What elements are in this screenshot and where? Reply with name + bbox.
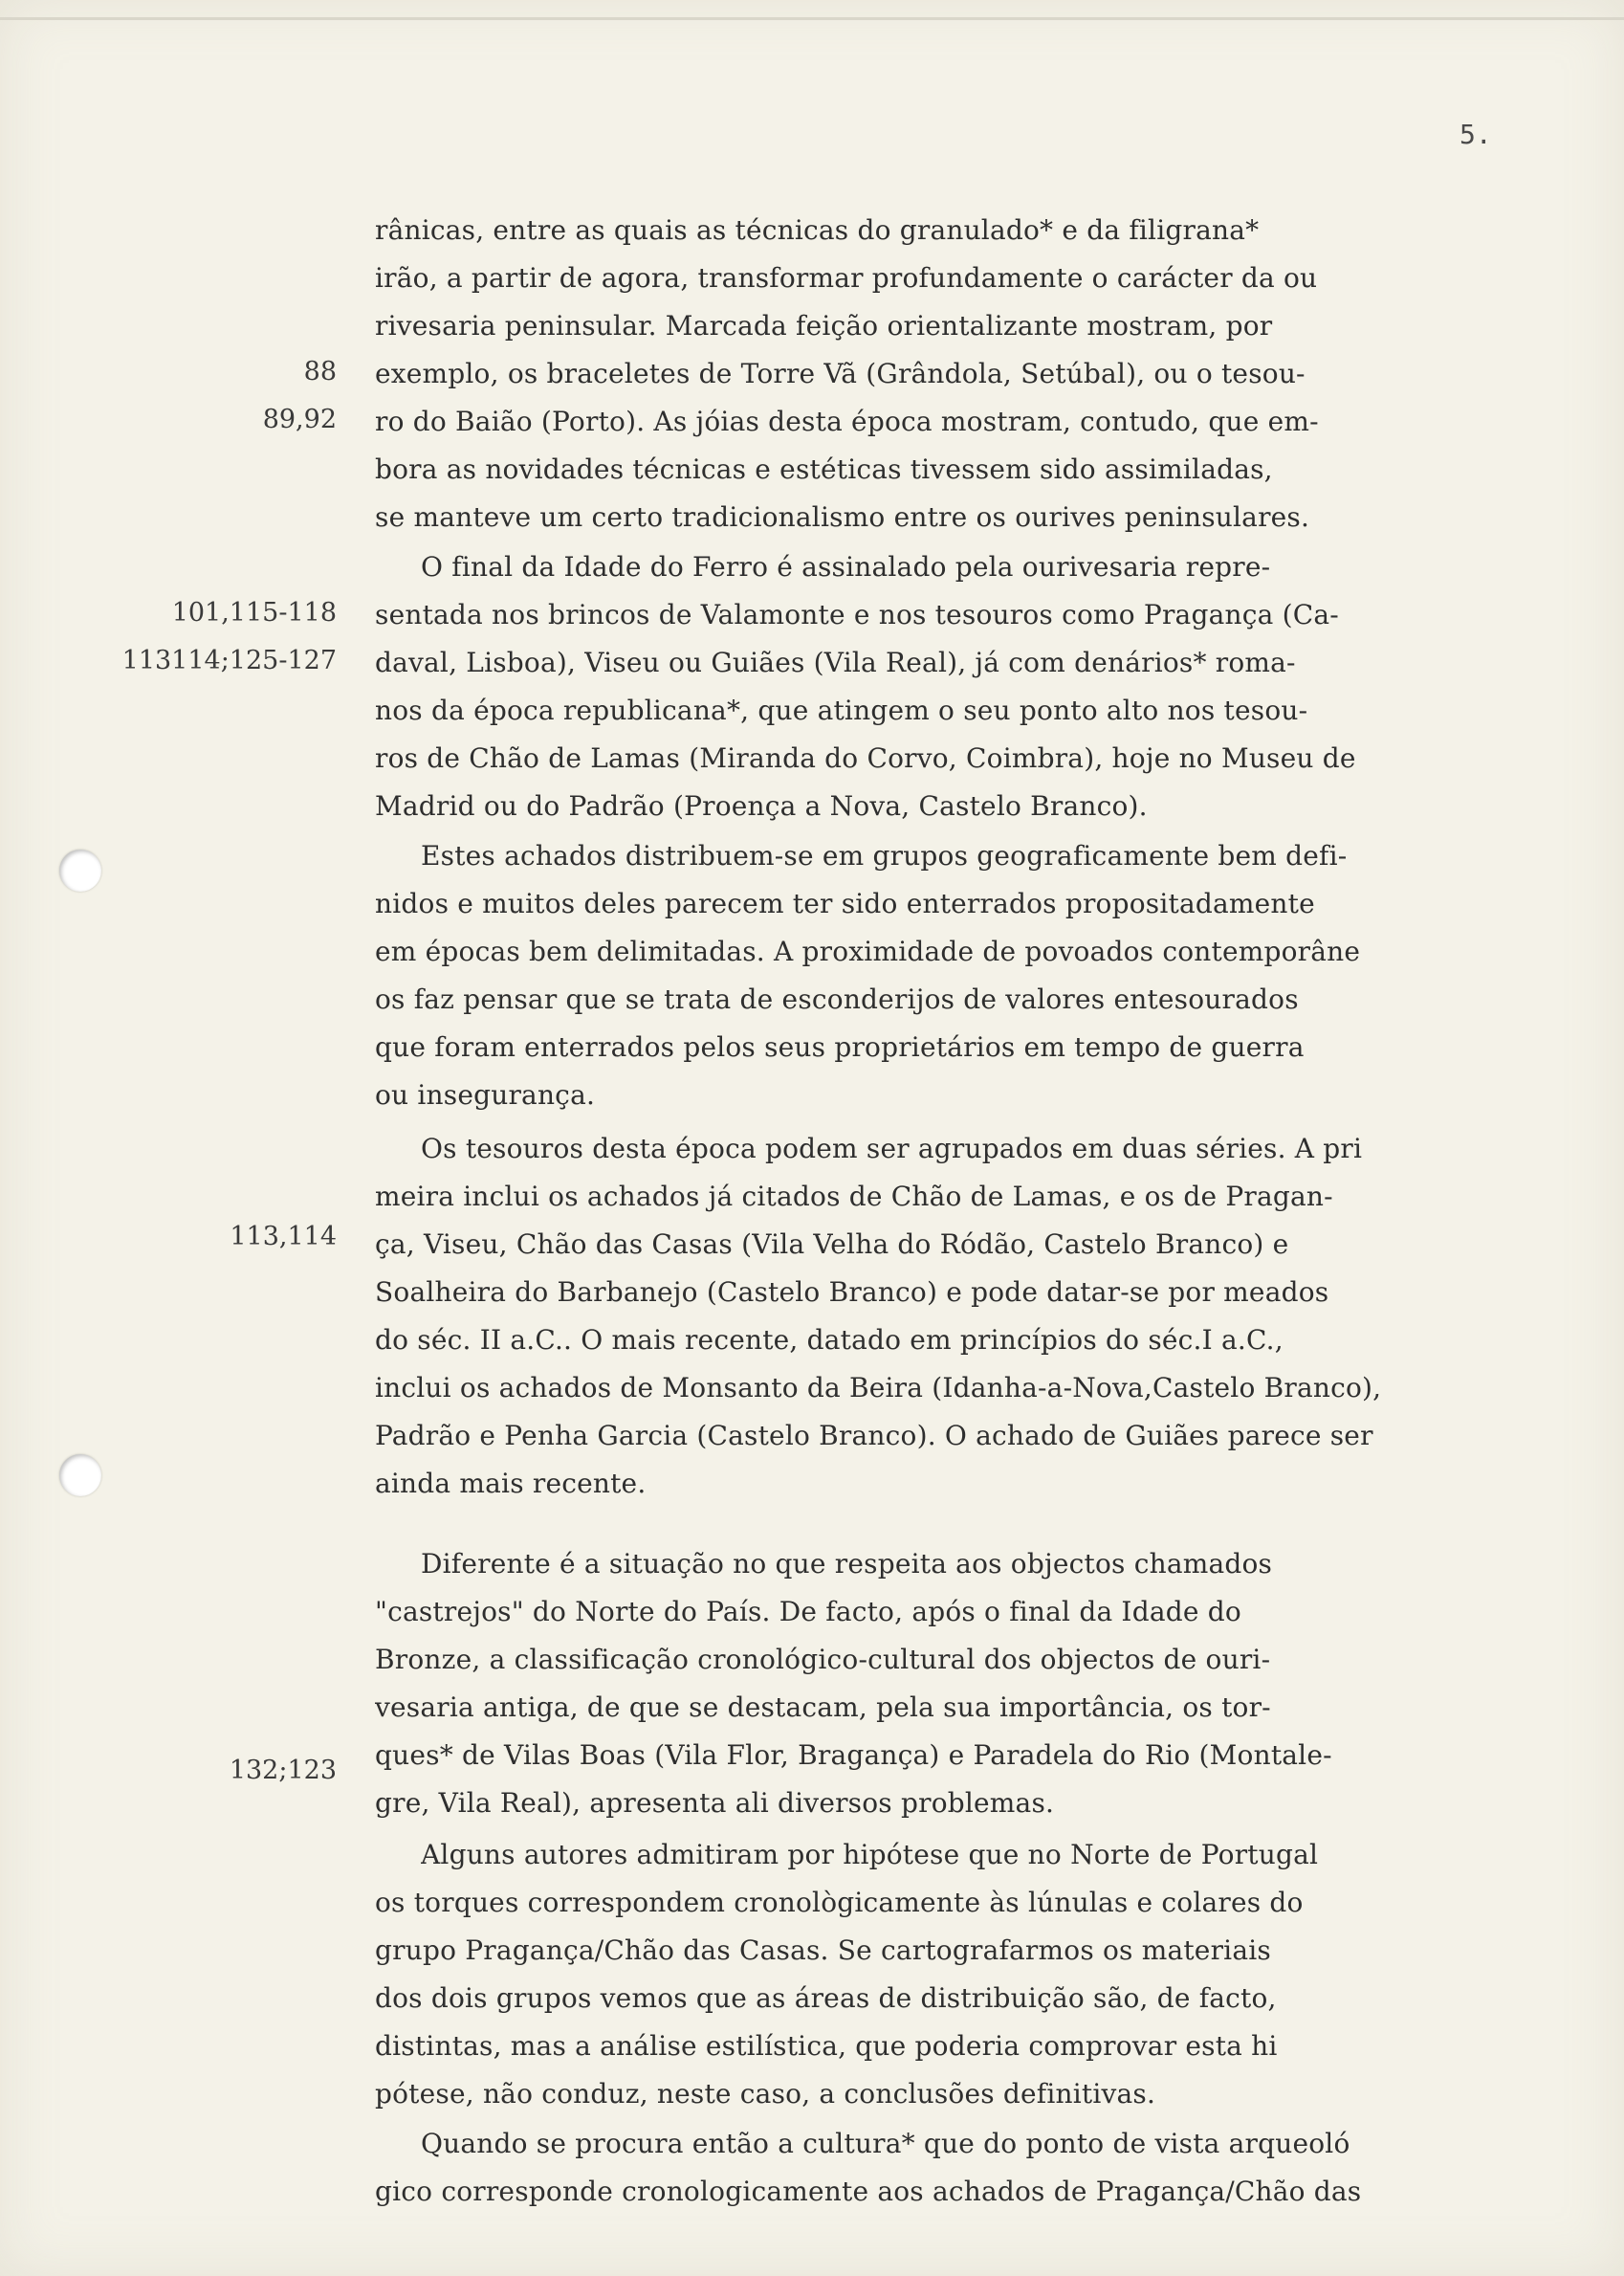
margin-reference: 113114;125-127 bbox=[121, 646, 337, 675]
text-line: grupo Pragança/Chão das Casas. Se cartografarmos os materiais bbox=[375, 1934, 1271, 1966]
text-line: ques* de Vilas Boas (Vila Flor, Bragança) e Paradela do Rio (Montale- bbox=[375, 1739, 1332, 1771]
text-line: ou insegurança. bbox=[375, 1079, 596, 1111]
margin-reference: 113,114 bbox=[230, 1222, 337, 1251]
text-line: exemplo, os braceletes de Torre Vã (Grândola, Setúbal), ou o tesou- bbox=[375, 358, 1306, 389]
text-line: rivesaria peninsular. Marcada feição orientalizante mostram, por bbox=[375, 310, 1273, 342]
text-line: os faz pensar que se trata de esconderijos de valores entesourados bbox=[375, 983, 1299, 1015]
text-line: dos dois grupos vemos que as áreas de distribuição são, de facto, bbox=[375, 1982, 1277, 2014]
margin-reference: 101,115-118 bbox=[171, 598, 337, 628]
text-line: do séc. II a.C.. O mais recente, datado em princípios do séc.I a.C., bbox=[375, 1324, 1284, 1356]
text-line: ros de Chão de Lamas (Miranda do Corvo, Coimbra), hoje no Museu de bbox=[375, 742, 1356, 774]
text-line: Diferente é a situação no que respeita aos objectos chamados bbox=[421, 1548, 1273, 1580]
text-line: que foram enterrados pelos seus proprietários em tempo de guerra bbox=[375, 1031, 1305, 1063]
text-line: daval, Lisboa), Viseu ou Guiães (Vila Real), já com denários* roma- bbox=[375, 647, 1296, 678]
text-line: O final da Idade do Ferro é assinalado pela ourivesaria repre- bbox=[421, 551, 1271, 583]
text-line: Os tesouros desta época podem ser agrupados em duas séries. A pri bbox=[421, 1133, 1363, 1164]
text-line: se manteve um certo tradicionalismo entre os ourives peninsulares. bbox=[375, 501, 1310, 533]
text-line: Quando se procura então a cultura* que do ponto de vista arqueoló bbox=[421, 2128, 1350, 2159]
text-line: Bronze, a classificação cronológico-cultural dos objectos de ouri- bbox=[375, 1644, 1271, 1675]
text-line: nos da época republicana*, que atingem o seu ponto alto nos tesou- bbox=[375, 695, 1308, 726]
text-line: sentada nos brincos de Valamonte e nos tesouros como Pragança (Ca- bbox=[375, 599, 1339, 630]
text-line: Padrão e Penha Garcia (Castelo Branco). O achado de Guiães parece ser bbox=[375, 1420, 1373, 1451]
text-line: meira inclui os achados já citados de Chão de Lamas, e os de Pragan- bbox=[375, 1181, 1333, 1212]
punch-hole-bottom bbox=[59, 1454, 101, 1496]
text-line: irão, a partir de agora, transformar profundamente o carácter da ou bbox=[375, 262, 1318, 294]
text-line: em épocas bem delimitadas. A proximidade de povoados contemporâne bbox=[375, 936, 1361, 967]
text-line: pótese, não conduz, neste caso, a conclusões definitivas. bbox=[375, 2078, 1156, 2110]
text-line: inclui os achados de Monsanto da Beira (Idanha-a-Nova,Castelo Branco), bbox=[375, 1372, 1382, 1403]
text-line: vesaria antiga, de que se destacam, pela sua importância, os tor- bbox=[375, 1691, 1271, 1723]
text-line: ainda mais recente. bbox=[375, 1468, 647, 1499]
page-number: 5. bbox=[1459, 119, 1492, 150]
text-line: distintas, mas a análise estilística, que poderia comprovar esta hi bbox=[375, 2030, 1278, 2062]
text-line: rânicas, entre as quais as técnicas do granulado* e da filigrana* bbox=[375, 214, 1260, 246]
text-line: bora as novidades técnicas e estéticas tivessem sido assimiladas, bbox=[375, 453, 1273, 485]
text-line: os torques correspondem cronològicamente às lúnulas e colares do bbox=[375, 1887, 1304, 1918]
text-line: Alguns autores admitiram por hipótese que no Norte de Portugal bbox=[421, 1839, 1319, 1870]
page-top-edge bbox=[0, 17, 1624, 20]
text-line: "castrejos" do Norte do País. De facto, após o final da Idade do bbox=[375, 1596, 1241, 1627]
margin-reference: 132;123 bbox=[229, 1756, 337, 1785]
text-line: nidos e muitos deles parecem ter sido enterrados propositadamente bbox=[375, 888, 1315, 919]
text-line: Madrid ou do Padrão (Proença a Nova, Castelo Branco). bbox=[375, 790, 1148, 822]
text-line: ça, Viseu, Chão das Casas (Vila Velha do Ródão, Castelo Branco) e bbox=[375, 1228, 1289, 1260]
text-line: Soalheira do Barbanejo (Castelo Branco) e pode datar-se por meados bbox=[375, 1276, 1329, 1308]
text-line: Estes achados distribuem-se em grupos geograficamente bem defi- bbox=[421, 840, 1348, 872]
text-line: gre, Vila Real), apresenta ali diversos problemas. bbox=[375, 1787, 1055, 1819]
text-line: ro do Baião (Porto). As jóias desta época mostram, contudo, que em- bbox=[375, 406, 1319, 437]
text-line: gico corresponde cronologicamente aos achados de Pragança/Chão das bbox=[375, 2176, 1362, 2207]
punch-hole-top bbox=[59, 850, 101, 892]
margin-reference: 88 bbox=[303, 357, 337, 387]
margin-reference: 89,92 bbox=[262, 405, 337, 434]
